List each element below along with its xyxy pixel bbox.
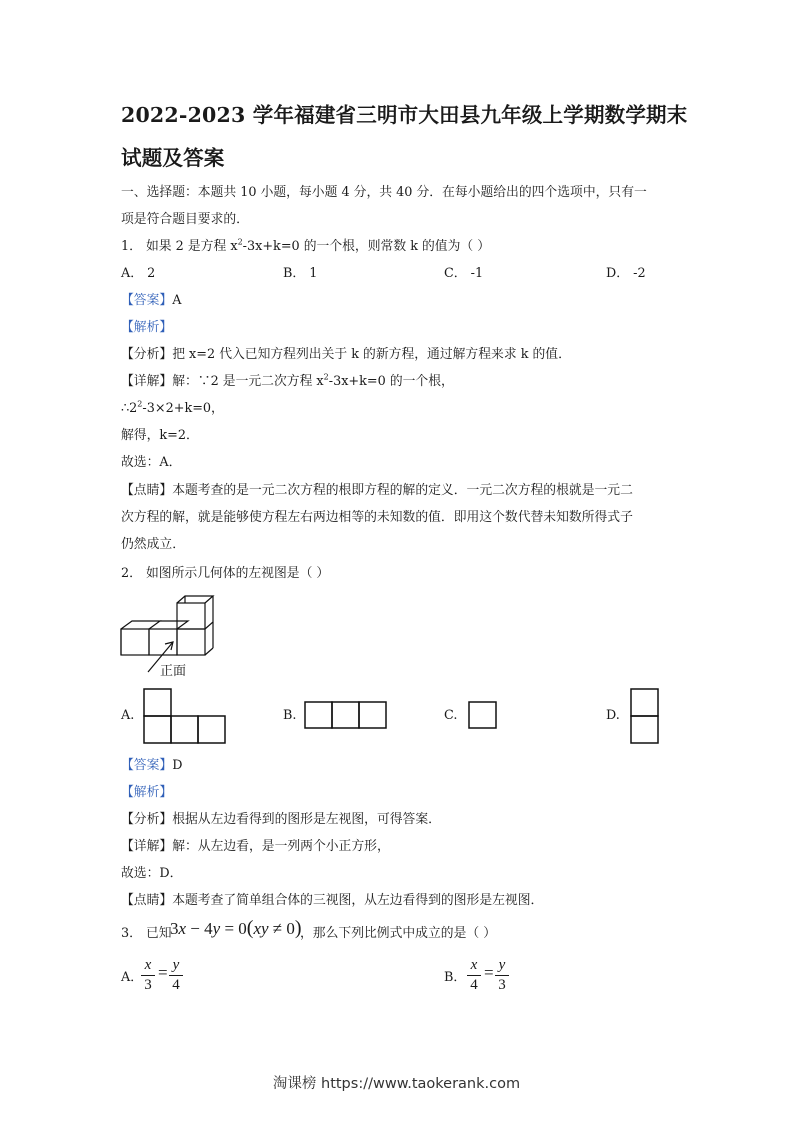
- q2-choose: 故选：D．: [121, 866, 183, 881]
- q1-dianjing-line2: 次方程的解，就是能够使方程左右两边相等的未知数的值．即用这个数代替未知数所得式子: [121, 510, 633, 525]
- q2-fenxi: 【分析】根据从左边看得到的图形是左视图，可得答案．: [121, 812, 441, 827]
- q2-figure-label-front: 正面: [160, 664, 187, 679]
- q2-xiangjie: 【详解】解：从左边看，是一列两个小正方形，: [121, 839, 390, 854]
- section-intro-line2: 项是符合题目要求的．: [121, 212, 249, 227]
- q3-option-b-equals: =: [484, 963, 494, 982]
- q3-option-a-right-fraction: y 4: [169, 957, 183, 994]
- q2-option-c-label: C.: [444, 708, 458, 723]
- q2-option-d-label: D.: [606, 708, 620, 723]
- q2-stem: 2． 如图所示几何体的左视图是（ ）: [121, 566, 330, 581]
- q1-step1: $\therefore 2^2-3\times 2+k=0$，: [121, 399, 224, 416]
- q3-option-b-left-fraction: x 4: [467, 957, 481, 994]
- q3-option-b-label: B．: [444, 970, 467, 985]
- q2-option-b-label: B.: [283, 708, 297, 723]
- footer-watermark: 淘课榜 https://www.taokerank.com: [272, 1076, 521, 1092]
- q1-option-c: C． -1: [444, 266, 484, 281]
- q1-choose: 故选：A．: [121, 455, 182, 470]
- q1-dianjing-line1: 【点睛】本题考查的是一元二次方程的根即方程的解的定义．一元二次方程的根就是一元二: [121, 483, 633, 498]
- q2-jiexi-label: 【解析】: [121, 785, 173, 800]
- q3-option-a-label: A．: [121, 970, 144, 985]
- q2-dianjing: 【点睛】本题考查了简单组合体的三视图，从左边看得到的图形是左视图．: [121, 893, 544, 908]
- answer-label: 【答案】: [121, 758, 173, 773]
- q1-fenxi: 【分析】把 x=2 代入已知方程列出关于 k 的新方程，通过解方程来求 k 的值．: [121, 347, 571, 362]
- q1-option-b: B． 1: [283, 266, 318, 281]
- q2-answer: 【答案】D: [121, 758, 183, 773]
- q1-xiangjie: 【详解】解：∵2 是一元二次方程 $x^2-3x+k=0$ 的一个根，: [121, 372, 454, 389]
- q1-option-a: A． 2: [121, 266, 156, 281]
- doc-title-line1: 2022-2023 学年福建省三明市大田县九年级上学期数学期末: [121, 103, 688, 127]
- q2-option-a-label: A.: [121, 708, 135, 723]
- section-intro-line1: 一、选择题：本题共 10 小题，每小题 4 分，共 40 分．在每小题给出的四个选项中，只有一: [121, 185, 647, 200]
- q1-stem: 1． 如果 2 是方程 $x^2-3x+k=0$ 的一个根，则常数 k 的值为（ ）: [121, 237, 491, 254]
- answer-label: 【答案】: [121, 293, 173, 308]
- q3-option-b-right-fraction: y 3: [495, 957, 509, 994]
- q3-option-a-equals: =: [158, 963, 168, 982]
- q1-dianjing-line3: 仍然成立．: [121, 537, 185, 552]
- q2-option-b-figure: [304, 701, 388, 729]
- q2-option-c-figure: [468, 701, 497, 729]
- doc-title-line2: 试题及答案: [121, 146, 225, 170]
- q2-option-d-figure: [630, 688, 659, 744]
- q2-option-a-figure: [143, 688, 227, 744]
- q1-step2: 解得，k=2．: [121, 428, 199, 443]
- q3-stem-tail: ，那么下列比例式中成立的是（ ）: [300, 926, 497, 941]
- q1-jiexi-label: 【解析】: [121, 320, 173, 335]
- q3-number: 3． 已知: [121, 926, 172, 941]
- q1-option-d: D． -2: [606, 266, 646, 281]
- q1-answer: 【答案】A: [121, 293, 182, 308]
- q3-equation: 3x − 4y = 0(xy ≠ 0): [170, 917, 302, 939]
- q3-option-a-left-fraction: x 3: [141, 957, 155, 994]
